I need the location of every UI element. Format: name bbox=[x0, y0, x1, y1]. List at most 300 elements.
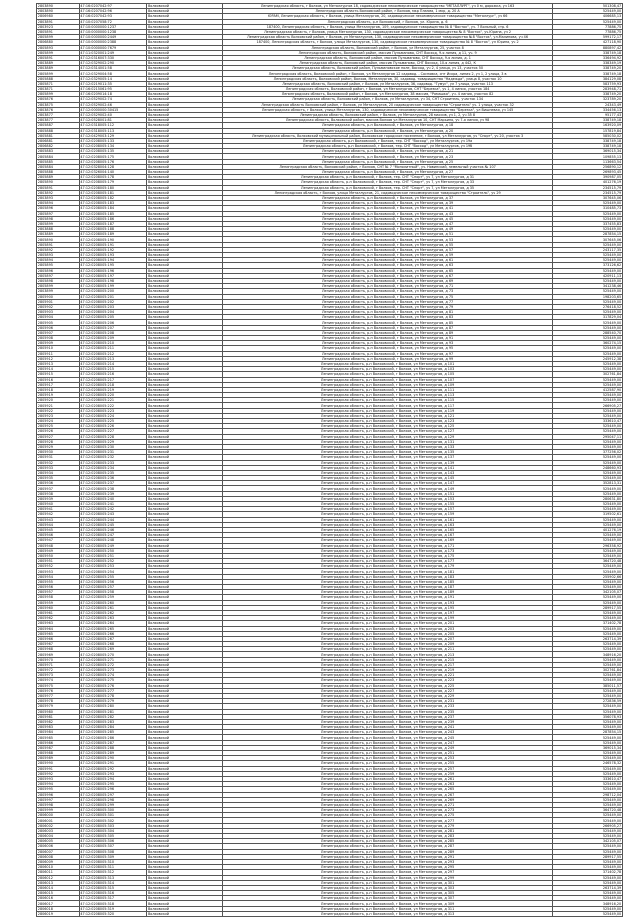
cadastral-number-cell: 47:12:0208005:285 bbox=[79, 730, 147, 735]
cadastral-value-cell: 198203,65 bbox=[553, 294, 623, 299]
district-cell: Волховский bbox=[147, 185, 223, 190]
cadastral-number-cell: 47:12:0208005:294 bbox=[79, 776, 147, 781]
address-cell: Ленинградская область, р-н Волховский, г Волхов, ул Металлургов, д 243 bbox=[222, 730, 553, 735]
district-cell: Волховский bbox=[147, 310, 223, 315]
district-cell: Волховский bbox=[147, 808, 223, 813]
address-cell: Ленинградская область, Волховский район, г Волхов, ул Металлургов, 28 массив, уч 1, 2, уч 35 8 bbox=[222, 112, 553, 117]
cadastral-value-cell: 583759,93 bbox=[553, 81, 623, 86]
record-id-cell: 2805926 bbox=[37, 429, 80, 434]
cadastral-number-cell: 47:12:0208005:252 bbox=[79, 559, 147, 564]
address-cell: Ленинградская область, р-н Волховский, г Волхов, ул Металлургов, д 203 bbox=[222, 626, 553, 631]
cadastral-number-cell: 47:12:0208005:268 bbox=[79, 642, 147, 647]
record-id-cell: 2805992 bbox=[37, 771, 80, 776]
district-cell: Волховский bbox=[147, 419, 223, 424]
district-cell: Волховский bbox=[147, 714, 223, 719]
record-id-cell: 2803876 bbox=[37, 107, 80, 112]
cadastral-value-cell: 287854,15 bbox=[553, 730, 623, 735]
district-cell: Волховский bbox=[147, 460, 223, 465]
district-cell: Волховский bbox=[147, 911, 223, 916]
cadastral-number-cell: 47:12:0208005:213 bbox=[79, 356, 147, 361]
district-cell: Волховский bbox=[147, 891, 223, 896]
district-cell: Волховский bbox=[147, 304, 223, 309]
cadastral-number-cell: 47:12:0208005:313 bbox=[79, 875, 147, 880]
cadastral-number-cell: 47:12:0208005:226 bbox=[79, 424, 147, 429]
address-cell: Ленинградская область, р-н Волховский, г Волхов, ул Металлургов, д 277 bbox=[222, 818, 553, 823]
record-id-cell: 2803889 bbox=[37, 232, 80, 237]
district-cell: Волховский bbox=[147, 170, 223, 175]
address-cell: Ленинградская область, р-н Волховский, г Волхов, ул Металлургов, д 81 bbox=[222, 310, 553, 315]
cadastral-value-cell: 373126,62 bbox=[553, 263, 623, 268]
record-id-cell: 2806882 bbox=[37, 144, 80, 149]
cadastral-number-cell: 47:12:0208005:295 bbox=[79, 782, 147, 787]
district-cell: Волховский bbox=[147, 574, 223, 579]
record-id-cell: 2806012 bbox=[37, 875, 80, 880]
record-id-cell: 2806980 bbox=[37, 14, 80, 19]
address-cell: Ленинградская область, р-н Волховский, г Волхов, ул Металлургов, д 223 bbox=[222, 678, 553, 683]
district-cell: Волховский bbox=[147, 325, 223, 330]
district-cell: Волховский bbox=[147, 787, 223, 792]
cadastral-value-cell: 420911,13 bbox=[553, 273, 623, 278]
cadastral-number-cell: 47:12:0208005:193 bbox=[79, 253, 147, 258]
cadastral-value-cell: 525449,00 bbox=[553, 325, 623, 330]
record-id-cell: 2805906 bbox=[37, 325, 80, 330]
address-cell: Ленинградская область, р-н Волховский, г Волхов, ул Металлургов, д 23 bbox=[222, 154, 553, 159]
cadastral-value-cell: 525449,00 bbox=[553, 289, 623, 294]
record-id-cell: 2805920 bbox=[37, 398, 80, 403]
cadastral-number-cell: 47:12:0208005:258 bbox=[79, 590, 147, 595]
record-id-cell: 2805949 bbox=[37, 548, 80, 553]
address-cell: Ленинградская область, Волховский район, г Волхов, ул Металлургов, 36, садовод. "Гумус", ул 7 улица, участок 113 bbox=[222, 81, 553, 86]
address-cell: Ленинградская область, р-н Волховский, г Волхов, тер. СНТ "Спорт", уч 7, ул Металлургов, д 33 bbox=[222, 180, 553, 185]
record-id-cell: 2806013 bbox=[37, 880, 80, 885]
cadastral-number-cell: 47:12:0208005:276 bbox=[79, 683, 147, 688]
district-cell: Волховский bbox=[147, 543, 223, 548]
cadastral-number-cell: 47:12:0208005:230 bbox=[79, 444, 147, 449]
cadastral-value-cell: 525449,00 bbox=[553, 320, 623, 325]
cadastral-number-cell: 47:12:0208005:229 bbox=[79, 439, 147, 444]
record-id-cell: 2805966 bbox=[37, 636, 80, 641]
record-id-cell: 2805945 bbox=[37, 527, 80, 532]
cadastral-value-cell: 525449,00 bbox=[553, 751, 623, 756]
cadastral-number-cell: 47:12:0208005:207 bbox=[79, 325, 147, 330]
record-id-cell: 2805888 bbox=[37, 128, 80, 133]
cadastral-number-cell: 47:12:0208005:315 bbox=[79, 885, 147, 890]
cadastral-number-cell: 47:12:0316007:330 bbox=[79, 55, 147, 60]
district-cell: Волховский bbox=[147, 548, 223, 553]
address-cell: Ленинградская область, р-н Волховский, г Волхов, ул Металлургов, д 83 bbox=[222, 315, 553, 320]
address-cell: Ленинградская область, р-н Волховский, г Волхов, ул Металлургов, д 167 bbox=[222, 533, 553, 538]
district-cell: Волховский bbox=[147, 330, 223, 335]
record-id-cell: 2805884 bbox=[37, 154, 80, 159]
cadastral-value-cell: 599172,17 bbox=[553, 35, 623, 40]
district-cell: Волховский bbox=[147, 605, 223, 610]
cadastral-value-cell: 341238,46 bbox=[553, 284, 623, 289]
address-cell: Ленинградская область, р-н Волховский, г Волхов, ул Металлургов, д 271 bbox=[222, 802, 553, 807]
record-id-cell: 2805978 bbox=[37, 699, 80, 704]
address-cell: Ленинградская область, г Волхов, улица Металлургов, 130, садоводческое некоммерческое товарищество "Березка", ул Вишневая, уч 145 bbox=[222, 107, 553, 112]
cadastral-value-cell: 263714,39 bbox=[553, 636, 623, 641]
cadastral-number-cell: 47:12:0208005:254 bbox=[79, 569, 147, 574]
record-id-cell: 2805892 bbox=[37, 247, 80, 252]
record-id-cell: 2805932 bbox=[37, 460, 80, 465]
address-cell: Ленинградская область, р-н Волховский, г Волхов, ул Металлургов, д 183 bbox=[222, 574, 553, 579]
district-cell: Волховский bbox=[147, 439, 223, 444]
cadastral-value-cell: 525449,00 bbox=[553, 517, 623, 522]
cadastral-number-cell: 47:12:0529002:46 bbox=[79, 102, 147, 107]
cadastral-number-cell: 47:12:0208005:244 bbox=[79, 517, 147, 522]
cadastral-value-cell: 371402,78 bbox=[553, 870, 623, 875]
record-id-cell: 2805975 bbox=[37, 683, 80, 688]
cadastral-value-cell: 364720,48 bbox=[553, 808, 623, 813]
cadastral-value-cell: 525449,00 bbox=[553, 631, 623, 636]
district-cell: Волховский bbox=[147, 102, 223, 107]
address-cell: Ленинградская область, р-н Волховский, г Волхов, ул Металлургов, д 115 bbox=[222, 398, 553, 403]
address-cell: 187400, Ленинградская область, г Волхов, улица Металлургов, 130, садоводческое некоммерческое товарищество № 8 "Восток", ул Юрина, уч 2 bbox=[222, 40, 553, 45]
address-cell: Ленинградская область, р-н Волховский, г Волхов, ул Металлургов, д 191 bbox=[222, 595, 553, 600]
record-id-cell: 2805891 bbox=[37, 185, 80, 190]
address-cell: Ленинградская область, р-н Волховский, г Волхов, ул Металлургов, д 201 bbox=[222, 621, 553, 626]
record-id-cell: 2805894 bbox=[37, 201, 80, 206]
cadastral-value-cell: 302761,84 bbox=[553, 668, 623, 673]
cadastral-number-cell: 47:10:0000000:2449 bbox=[79, 35, 147, 40]
record-id-cell: 2805999 bbox=[37, 808, 80, 813]
district-cell: Волховский bbox=[147, 242, 223, 247]
address-cell: Ленинградская область, р-н Волховский, г Волхов, ул Металлургов, д 217 bbox=[222, 662, 553, 667]
record-id-cell: 2805912 bbox=[37, 356, 80, 361]
record-id-cell: 2805958 bbox=[37, 595, 80, 600]
record-id-cell: 2805890 bbox=[37, 237, 80, 242]
address-cell: Ленинградская область, р-н Волховский, г Волхов, ул Металлургов, д 107 bbox=[222, 377, 553, 382]
cadastral-number-cell: 47:12:0208005:273 bbox=[79, 668, 147, 673]
cadastral-number-cell: 47:12:0208005:270 bbox=[79, 652, 147, 657]
cadastral-number-cell: 47:12:0208005:287 bbox=[79, 740, 147, 745]
cadastral-number-cell: 47:12:0208005:135 bbox=[79, 149, 147, 154]
district-cell: Волховский bbox=[147, 517, 223, 522]
cadastral-value-cell: 525449,00 bbox=[553, 662, 623, 667]
cadastral-value-cell: 525449,00 bbox=[553, 610, 623, 615]
cadastral-value-cell: 525449,00 bbox=[553, 19, 623, 24]
cadastral-number-cell: 47:12:0219011:35 bbox=[79, 81, 147, 86]
record-id-cell: 2805891 bbox=[37, 55, 80, 60]
address-cell: Ленинградская область, р-н Волховский, г Волхов, ул Металлургов, д 267 bbox=[222, 792, 553, 797]
cadastral-value-cell: 283948,71 bbox=[553, 87, 623, 92]
cadastral-value-cell: 427118,90 bbox=[553, 40, 623, 45]
district-cell: Волховский bbox=[147, 76, 223, 81]
record-id-cell: 2805901 bbox=[37, 299, 80, 304]
cadastral-number-cell: 47:12:0208005:184 bbox=[79, 206, 147, 211]
district-cell: Волховский bbox=[147, 771, 223, 776]
record-id-cell: 2805933 bbox=[37, 465, 80, 470]
cadastral-value-cell: 525449,00 bbox=[553, 216, 623, 221]
cadastral-number-cell: 47:12:0208005:192 bbox=[79, 247, 147, 252]
address-cell: Ленинградская область, р-н Волховский, г Волхов, ул Металлургов, д 63 bbox=[222, 263, 553, 268]
record-id-cell: 2805938 bbox=[37, 491, 80, 496]
cadastral-value-cell: 157819,84 bbox=[553, 128, 623, 133]
cadastral-value-cell: 525449,00 bbox=[553, 553, 623, 558]
address-cell: Ленинградская область, р-н Волховский, г Волхов, ул Металлургов, д 51 bbox=[222, 232, 553, 237]
cadastral-number-cell: 47:12:0208005:316 bbox=[79, 891, 147, 896]
cadastral-value-cell: 525449,00 bbox=[553, 657, 623, 662]
record-id-cell: 2805899 bbox=[37, 50, 80, 55]
address-cell: Ленинградская область, р-н Волховский, г Волхов, ул Металлургов, д 289 bbox=[222, 849, 553, 854]
district-cell: Волховский bbox=[147, 55, 223, 60]
record-id-cell: 2806014 bbox=[37, 885, 80, 890]
address-cell: Ленинградская область, р-н Волховский, г Волхов, ул Металлургов, д 119 bbox=[222, 408, 553, 413]
address-cell: Ленинградская область, Волховский район, Волхов, Металлургов, 30, садовод. товарищество "Надежда", улица 8, участок 10 bbox=[222, 76, 553, 81]
cadastral-number-cell: 47:12:0208005:255 bbox=[79, 574, 147, 579]
record-id-cell: 2806002 bbox=[37, 823, 80, 828]
cadastral-value-cell: 348916,20 bbox=[553, 652, 623, 657]
address-cell: Ленинградская область, р-н Волховский, г Волхов, ул Металлургов, д 157 bbox=[222, 507, 553, 512]
record-id-cell: 2805984 bbox=[37, 730, 80, 735]
cadastral-number-cell: 47:12:0208005:280 bbox=[79, 704, 147, 709]
district-cell: Волховский bbox=[147, 735, 223, 740]
cadastral-number-cell: 47:12:0208005:263 bbox=[79, 616, 147, 621]
record-id-cell: 2805979 bbox=[37, 704, 80, 709]
cadastral-number-cell: 47:12:0208005:223 bbox=[79, 408, 147, 413]
address-cell: Ленинградская область, Волховский район, г Волхов, СНТ № 7 "Монолитный", уч. Новинский, земельный участок № 107 bbox=[222, 164, 553, 169]
address-cell: Ленинградская область, р-н Волховский, г Волхов, ул Металлургов, д 117 bbox=[222, 403, 553, 408]
record-id-cell: 2806880 bbox=[37, 40, 80, 45]
district-cell: Волховский bbox=[147, 600, 223, 605]
record-id-cell: 2806011 bbox=[37, 870, 80, 875]
address-cell: Ленинградская область, р-н Волховский, г Волхов, ул Металлургов, д 133 bbox=[222, 444, 553, 449]
record-id-cell: 2805911 bbox=[37, 351, 80, 356]
cadastral-value-cell: 401276,19 bbox=[553, 527, 623, 532]
address-cell: Ленинградская область, р-н Волховский, г Волхов, ул Металлургов, д 139 bbox=[222, 460, 553, 465]
address-cell: Ленинградская область, р-н Волховский, г Волхов, ул Металлургов, д 233 bbox=[222, 704, 553, 709]
address-cell: Ленинградская область, р-н Волховский, г Волхов, ул Металлургов, д 189 bbox=[222, 590, 553, 595]
district-cell: Волховский bbox=[147, 444, 223, 449]
record-id-cell: 2805899 bbox=[37, 284, 80, 289]
address-cell: Ленинградская область, р-н Волховский, г Волхов, ул Металлургов, д 295 bbox=[222, 865, 553, 870]
address-cell: Ленинградская область, р-н Волховский, г Волхов, ул Металлургов, д 73 bbox=[222, 289, 553, 294]
record-id-cell: 2805917 bbox=[37, 382, 80, 387]
district-cell: Волховский bbox=[147, 569, 223, 574]
cadastral-value-cell: 525449,00 bbox=[553, 429, 623, 434]
address-cell: Ленинградская область, р-н Волховский, г Волхов, ул Металлургов, д 301 bbox=[222, 880, 553, 885]
cadastral-value-cell: 585030,02 bbox=[553, 133, 623, 138]
district-cell: Волховский bbox=[147, 839, 223, 844]
district-cell: Волховский bbox=[147, 268, 223, 273]
cadastral-value-cell: 288540,70 bbox=[553, 330, 623, 335]
cadastral-number-cell: 47:12:0208005:241 bbox=[79, 502, 147, 507]
record-id-cell: 2805893 bbox=[37, 45, 80, 50]
address-cell: Ленинградская область, р-н Волховский, г Волхов, ул Металлургов, д 21 bbox=[222, 149, 553, 154]
district-cell: Волховский bbox=[147, 823, 223, 828]
cadastral-number-cell: 47:12:0208005:205 bbox=[79, 315, 147, 320]
cadastral-value-cell: 525449,00 bbox=[553, 844, 623, 849]
record-id-cell: 2805899 bbox=[37, 221, 80, 226]
cadastral-value-cell: 525449,00 bbox=[553, 859, 623, 864]
district-cell: Волховский bbox=[147, 875, 223, 880]
record-id-cell: 2805921 bbox=[37, 403, 80, 408]
address-cell: Ленинградская область, р-н Волховский, г Волхов, ул Металлургов, д 111 bbox=[222, 387, 553, 392]
cadastral-value-cell: 336494,92 bbox=[553, 55, 623, 60]
record-id-cell: 2805967 bbox=[37, 642, 80, 647]
record-id-cell: 2805899 bbox=[37, 92, 80, 97]
cadastral-number-cell: 47:12:0208005:305 bbox=[79, 834, 147, 839]
record-id-cell: 2805907 bbox=[37, 330, 80, 335]
cadastral-number-cell: 47:12:0208005:221 bbox=[79, 398, 147, 403]
record-id-cell: 2803891 bbox=[37, 19, 80, 24]
address-cell: Ленинградская область, р-н Волховский, г Волхов, ул Металлургов, д 261 bbox=[222, 776, 553, 781]
record-id-cell: 2805923 bbox=[37, 413, 80, 418]
cadastral-number-cell: 47:12:0208005:318 bbox=[79, 901, 147, 906]
district-cell: Волховский bbox=[147, 652, 223, 657]
cadastral-number-cell: 47:12:0208005:300 bbox=[79, 808, 147, 813]
district-cell: Волховский bbox=[147, 216, 223, 221]
cadastral-value-cell: 360274,15 bbox=[553, 341, 623, 346]
address-cell: Ленинградская область, Волховский район, массив Пульманово, СНТ Восход, 9-я линия, д. 1 bbox=[222, 55, 553, 60]
cadastral-value-cell: 525449,00 bbox=[553, 735, 623, 740]
district-cell: Волховский bbox=[147, 662, 223, 667]
district-cell: Волховский bbox=[147, 403, 223, 408]
address-cell: Ленинградская область, р-н Волховский, г Волхов, ул Металлургов, д 215 bbox=[222, 657, 553, 662]
cadastral-number-cell: 47:12:0208005:256 bbox=[79, 579, 147, 584]
address-cell: Ленинградская область, р-н Волховский, г Волхов, ул Металлургов, д 285 bbox=[222, 839, 553, 844]
district-cell: Волховский bbox=[147, 730, 223, 735]
address-cell: Ленинградская область, р-н Волховский, г Волхов, ул Металлургов, д 255 bbox=[222, 761, 553, 766]
cadastral-number-cell: 47:12:0208005:261 bbox=[79, 605, 147, 610]
cadastral-number-cell: 47:12:0208005:234 bbox=[79, 465, 147, 470]
address-cell: Ленинградская область, р-н Волховский, г Волхов, ул Металлургов, д 101 bbox=[222, 361, 553, 366]
cadastral-number-cell: 47:12:0208005:251 bbox=[79, 553, 147, 558]
district-cell: Волховский bbox=[147, 118, 223, 123]
district-cell: Волховский bbox=[147, 502, 223, 507]
address-cell: Ленинградская область, р-н Волховский, г Волхов, ул Металлургов, д 221 bbox=[222, 673, 553, 678]
address-cell: Ленинградская область, г Волхов, улица Металлургов, 21, садоводческое некоммерческое товарищество "Строитель", уч 29 bbox=[222, 190, 553, 195]
district-cell: Волховский bbox=[147, 642, 223, 647]
cadastral-value-cell: 333610,47 bbox=[553, 419, 623, 424]
cadastral-number-cell: 47:12:0208005:320 bbox=[79, 911, 147, 916]
cadastral-value-cell: 525449,00 bbox=[553, 502, 623, 507]
cadastral-value-cell: 338749,18 bbox=[553, 138, 623, 143]
cadastral-number-cell: 47:12:0208005:301 bbox=[79, 813, 147, 818]
cadastral-number-cell: 47:12:0208005:195 bbox=[79, 263, 147, 268]
district-cell: Волховский bbox=[147, 336, 223, 341]
record-id-cell: 2805995 bbox=[37, 787, 80, 792]
cadastral-number-cell: 47:12:0208005:196 bbox=[79, 268, 147, 273]
cadastral-value-cell: 525449,00 bbox=[553, 828, 623, 833]
cadastral-value-cell: 525449,00 bbox=[553, 336, 623, 341]
record-id-cell: 2805889 bbox=[37, 175, 80, 180]
district-cell: Волховский bbox=[147, 688, 223, 693]
cadastral-value-cell: 525449,00 bbox=[553, 579, 623, 584]
cadastral-number-cell: 47:12:0208005:269 bbox=[79, 647, 147, 652]
cadastral-value-cell: 525449,00 bbox=[553, 507, 623, 512]
record-id-cell: 2806015 bbox=[37, 891, 80, 896]
record-id-cell: 2803877 bbox=[37, 118, 80, 123]
cadastral-number-cell: 47:12:0000000:30415 bbox=[79, 107, 147, 112]
cadastral-number-cell: 47:12:0329002:290 bbox=[79, 61, 147, 66]
cadastral-value-cell: 338749,18 bbox=[553, 118, 623, 123]
district-cell: Волховский bbox=[147, 4, 223, 9]
cadastral-number-cell: 47:12:0318005:113 bbox=[79, 128, 147, 133]
district-cell: Волховский bbox=[147, 382, 223, 387]
address-cell: Ленинградская область, р-н Волховский, г Волхов, ул Металлургов, д 227 bbox=[222, 688, 553, 693]
address-cell: Ленинградская область, р-н Волховский, г Волхов, ул Металлургов, д 105 bbox=[222, 372, 553, 377]
cadastral-number-cell: 47:12:0208005:309 bbox=[79, 854, 147, 859]
cadastral-number-cell: 47:12:0208005:201 bbox=[79, 294, 147, 299]
cadastral-value-cell: 525449,00 bbox=[553, 408, 623, 413]
cadastral-number-cell: 47:12:0208005:238 bbox=[79, 486, 147, 491]
address-cell: Ленинградская область, р-н Волховский, г Волхов, ул Металлургов, д 193 bbox=[222, 600, 553, 605]
cadastral-value-cell: 525449,00 bbox=[553, 201, 623, 206]
cadastral-value-cell: 525449,00 bbox=[553, 906, 623, 911]
record-id-cell: 2805968 bbox=[37, 647, 80, 652]
address-cell: Ленинградская область, р-н Волховский, г Волхов, ул Металлургов, д 39 bbox=[222, 201, 553, 206]
cadastral-value-cell: 525449,00 bbox=[553, 891, 623, 896]
cadastral-value-cell: 280631,80 bbox=[553, 496, 623, 501]
record-id-cell: 2805885 bbox=[37, 159, 80, 164]
district-cell: Волховский bbox=[147, 133, 223, 138]
address-cell: Ленинградская область, р-н Волховский, г Волхов, ул. Юрина, д. 6 bbox=[222, 19, 553, 24]
district-cell: Волховский bbox=[147, 294, 223, 299]
cadastral-value-cell: 338349,19 bbox=[553, 61, 623, 66]
cadastral-value-cell: 256890,12 bbox=[553, 164, 623, 169]
district-cell: Волховский bbox=[147, 854, 223, 859]
district-cell: Волховский bbox=[147, 97, 223, 102]
address-cell: Ленинградская область, р-н Волховский, г Волхов, ул Металлургов, д 131 bbox=[222, 439, 553, 444]
cadastral-value-cell: 334456,13 bbox=[553, 107, 623, 112]
cadastral-number-cell: 47:12:0208005:277 bbox=[79, 688, 147, 693]
cadastral-number-cell: 47:12:0208005:299 bbox=[79, 802, 147, 807]
district-cell: Волховский bbox=[147, 590, 223, 595]
cadastral-value-cell: 323789,20 bbox=[553, 97, 623, 102]
cadastral-value-cell: 289917,55 bbox=[553, 605, 623, 610]
cadastral-number-cell: 47:12:0208005:180 bbox=[79, 185, 147, 190]
cadastral-value-cell: 295047,11 bbox=[553, 434, 623, 439]
record-id-cell: 2805896 bbox=[37, 206, 80, 211]
district-cell: Волховский bbox=[147, 175, 223, 180]
cadastral-number-cell: 47:12:0208005:228 bbox=[79, 434, 147, 439]
address-cell: Ленинградская область, р-н Волховский, г Волхов, ул Металлургов, д 37 bbox=[222, 195, 553, 200]
cadastral-number-cell: 47:12:0208005:278 bbox=[79, 693, 147, 698]
record-id-cell: 2805955 bbox=[37, 579, 80, 584]
cadastral-number-cell: 47:12:0208005:181 bbox=[79, 190, 147, 195]
address-cell: Ленинградская область, р-н Волховский, г Волхов, ул Металлургов, д 313 bbox=[222, 911, 553, 916]
district-cell: Волховский bbox=[147, 81, 223, 86]
record-id-cell: 2805915 bbox=[37, 372, 80, 377]
record-id-cell: 2805909 bbox=[37, 341, 80, 346]
address-cell: Ленинградская область, р-н Волховский, г Волхов, ул Металлургов, д 99 bbox=[222, 356, 553, 361]
cadastral-value-cell: 77886,75 bbox=[553, 29, 623, 34]
record-id-cell: 2805957 bbox=[37, 590, 80, 595]
address-cell: Ленинградская область, г Волхов, ул Металлургов 18, садоводческое некоммерческое товарищество "МЕТАЛЛУРГ", уч 0 м, дорожка, уч 163 bbox=[222, 4, 553, 9]
district-cell: Волховский bbox=[147, 424, 223, 429]
record-id-cell: 2805971 bbox=[37, 662, 80, 667]
cadastral-number-cell: 47:12:0208005:265 bbox=[79, 626, 147, 631]
address-cell: Ленинградская область Волховский район, г Волхов, мкр Плазма, 1 мкр, д. 20 А bbox=[222, 9, 553, 14]
cadastral-value-cell: 525449,00 bbox=[553, 564, 623, 569]
address-cell: Ленинградская область, р-н Волховский, г Волхов, ул Металлургов, д 247 bbox=[222, 740, 553, 745]
cadastral-number-cell: 47:12:0208005:289 bbox=[79, 751, 147, 756]
address-cell: Ленинградская область, р-н Волховский, г Волхов, тер. СНТ "Восход", ул Металлургов, уч 19б bbox=[222, 144, 553, 149]
cadastral-value-cell: 525449,00 bbox=[553, 834, 623, 839]
district-cell: Волховский bbox=[147, 71, 223, 76]
district-cell: Волховский bbox=[147, 885, 223, 890]
district-cell: Волховский bbox=[147, 906, 223, 911]
record-id-cell: 2805943 bbox=[37, 517, 80, 522]
district-cell: Волховский bbox=[147, 776, 223, 781]
cadastral-number-cell: 47:12:0208005:237 bbox=[79, 481, 147, 486]
district-cell: Волховский bbox=[147, 232, 223, 237]
address-cell: Ленинградская область, р-н Волховский, г Волхов, ул Металлургов, д 41 bbox=[222, 206, 553, 211]
cadastral-number-cell: 47:12:0208005:188 bbox=[79, 227, 147, 232]
record-id-cell: 2805946 bbox=[37, 533, 80, 538]
cadastral-value-cell: 525449,00 bbox=[553, 756, 623, 761]
